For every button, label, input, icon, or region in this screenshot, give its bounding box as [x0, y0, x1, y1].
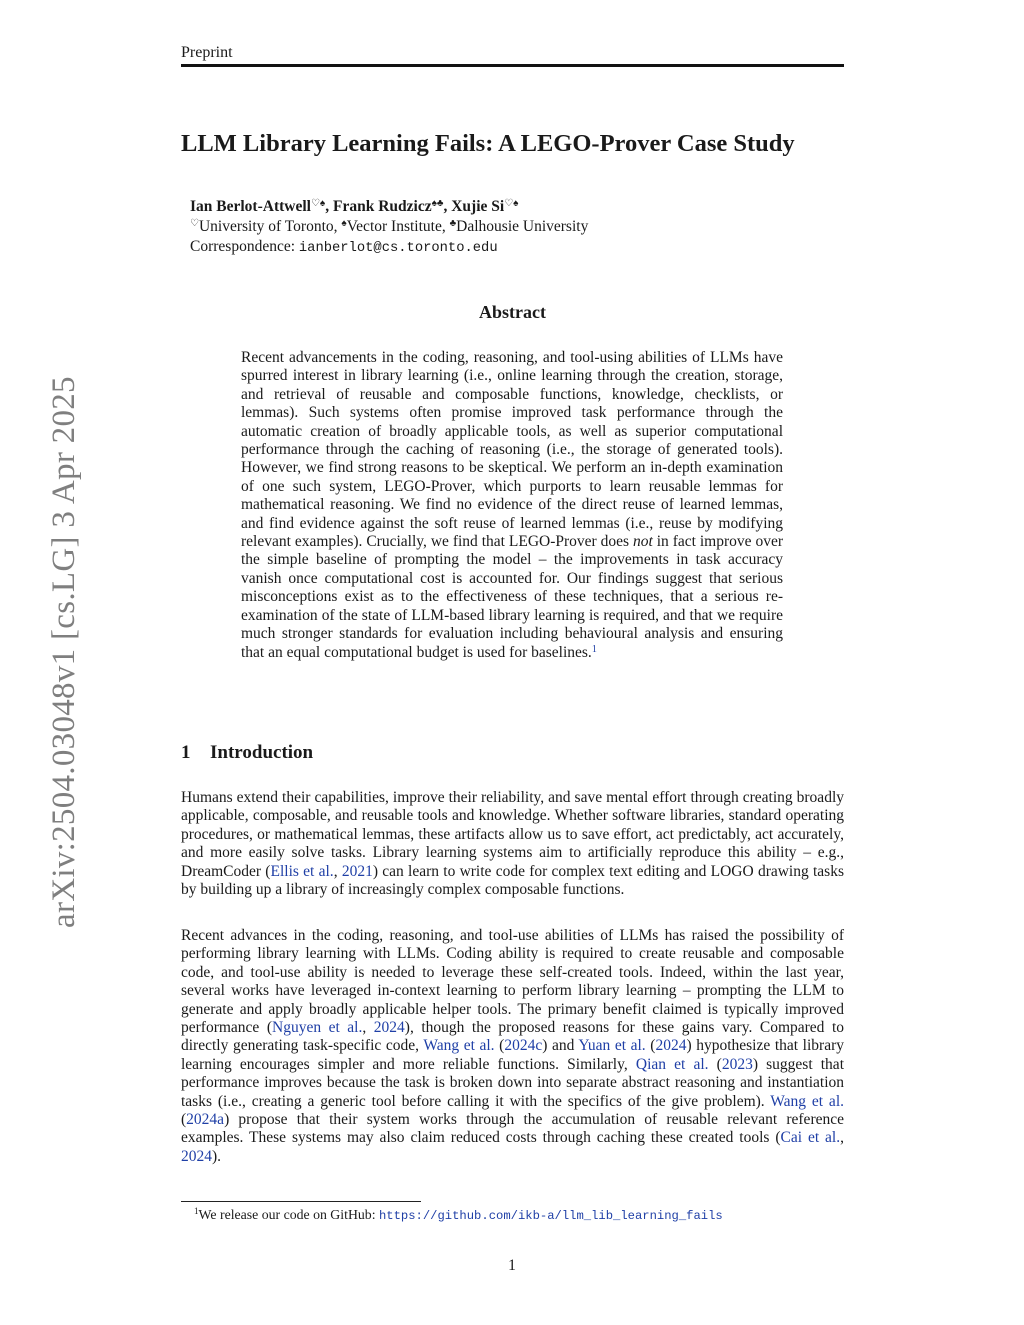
body-text: ). — [212, 1147, 222, 1165]
affiliations: ♡University of Toronto, ♠Vector Institute, ♣Dalhousie University — [190, 218, 589, 235]
footnote-ref-link[interactable]: 1 — [591, 643, 597, 655]
body-text: ( — [494, 1037, 505, 1055]
affiliation-mark: ♡ — [190, 218, 199, 229]
running-head: Preprint — [181, 44, 233, 61]
author-name: Frank Rudzicz — [333, 198, 432, 215]
correspondence-line — [190, 237, 830, 259]
footnote-text: We release our code on GitHub: — [198, 1207, 379, 1222]
body-text: ) propose that their system works through the accumulation of reusable relevant reference examples. These systems may also claim reduced costs through caching these created tools ( — [181, 1111, 844, 1147]
footnote-rule — [181, 1201, 421, 1202]
footnote — [194, 1206, 723, 1223]
citation-link[interactable]: Qian et al. — [635, 1055, 709, 1073]
body-text: ( — [645, 1037, 656, 1055]
abstract-emphasis: not — [632, 533, 653, 551]
correspondence-email[interactable]: ianberlot@cs.toronto.edu — [298, 241, 498, 256]
affiliation-marks: ♠♣ — [431, 198, 444, 209]
correspondence-label: Correspondence: — [190, 238, 299, 255]
affiliation-mark: ♠ — [341, 218, 347, 229]
affiliation-marks: ♡♠ — [310, 198, 326, 209]
body-text: Humans extend their capabilities, improve their reliability, and save mental effort through creating broadly applicable, composable, and reusable tools and knowledge. Whether software libraries, standard operating procedures, or mathematical lemmas, these artifacts allow us to save effort, act predictably, act accurately, and more easily solve tasks. Library learning systems aim to artificially reproduce this ability – e.g., DreamCoder ( — [181, 789, 844, 880]
abstract-text-part-2: in fact improve over the simple baseline of prompting the model – the improvements in task accuracy vanish once computational cost is accounted for. Our findings suggest that serious misconceptions exist as to the effectiveness of these techniques, that a serious re-examination of the state of LLM-based library learning is required, and that we require much stronger standards for evaluation including behavioural analysis and ensuring that an equal computational budget is used for baselines. — [241, 533, 783, 661]
citation-link[interactable]: Wang et al. — [770, 1092, 844, 1110]
body-text: ) can learn to write code for complex text editing and LOGO drawing tasks by building up a library of increasingly complex composable functions. — [181, 862, 845, 899]
abstract-heading: Abstract — [479, 302, 546, 322]
affiliation-name: University of Toronto — [198, 218, 334, 235]
body-text: , — [362, 1019, 374, 1037]
body-text: Recent advances in the coding, reasoning, and tool-use abilities of LLMs has raised the possibility of performing library learning with LLMs. Coding ability is required to create reusable and composable code, and tool-use ability is needed to leverage these self-created tools. Indeed, within the last year, several works have leveraged in-context learning to perform library learning – prompting the LLM to generate and apply broadly applicable helper tools. The primary benefit claimed is typically improved performance ( — [181, 927, 844, 1037]
affiliation-mark: ♣ — [449, 218, 457, 229]
body-text: ) suggest that performance improves because the task is broken down into separate abstract reasoning and instantiation tasks (i.e., creating a generic tool before calling it with the specifics of the give problem). — [181, 1055, 844, 1110]
arxiv-identifier-stamp: arXiv:2504.03048v1 [cs.LG] 3 Apr 2025 — [46, 376, 82, 928]
body-text: ), though the proposed reasons for these gains vary. Compared to directly generating task-specific code, — [181, 1019, 845, 1055]
section-heading — [181, 742, 313, 764]
citation-link[interactable]: 2024c — [504, 1037, 543, 1055]
section-number: 1 — [181, 742, 191, 763]
author-block — [190, 197, 830, 259]
intro-paragraph-2 — [181, 927, 844, 1166]
citation-link[interactable]: 2024 — [655, 1037, 687, 1055]
body-text: , — [333, 862, 342, 880]
header-rule — [181, 64, 844, 67]
abstract-text — [241, 349, 783, 662]
body-text: , — [840, 1129, 844, 1147]
affiliation-name: Dalhousie University — [456, 218, 589, 235]
affiliation-marks: ♡♠ — [504, 198, 519, 209]
author-name: Ian Berlot-Attwell — [190, 198, 311, 215]
code-repo-link[interactable]: https://github.com/ikb-a/llm_lib_learning_fails — [378, 1209, 723, 1223]
author-names: Ian Berlot-Attwell♡♠, Frank Rudzicz♠♣, Xujie Si♡♠ — [190, 198, 519, 215]
citation-link[interactable]: 2024 — [181, 1147, 212, 1165]
citation-link[interactable]: Cai et al. — [780, 1129, 841, 1147]
citation-link[interactable]: 2021 — [341, 862, 373, 880]
paper-title: LLM Library Learning Fails: A LEGO-Prover Case Study — [181, 130, 795, 157]
body-text: ( — [181, 1111, 187, 1129]
body-text: ) hypothesize that library learning encourages simpler and more reliable functions. Similarly, — [181, 1037, 845, 1073]
abstract-text-part-1: Recent advancements in the coding, reasoning, and tool-using abilities of LLMs have spurred interest in library learning (i.e., online learning through the creation, storage, and retrieval of reusable and composable functions, knowledge, checklists, or lemmas). Such systems often promise improved task performance through the automatic creation of broadly applicable tools, as well as superior computational performance through the caching of reasoning (i.e., the storage of generated tools). However, we find strong reasons to be skeptical. We perform an in-depth examination of one such system, LEGO-Prover, which purports to learn reusable lemmas for mathematical reasoning. We find no evidence of the direct reuse of learned lemmas, and find evidence against the soft reuse of learned lemmas (i.e., reuse by modifying relevant examples). Crucially, we find that LEGO-Prover does — [241, 349, 783, 551]
affiliation-name: Vector Institute — [346, 218, 442, 235]
section-title: Introduction — [210, 742, 314, 763]
intro-paragraph-1 — [181, 789, 844, 899]
footnote-mark: 1 — [194, 1206, 199, 1216]
author-name: Xujie Si — [451, 198, 505, 215]
citation-link[interactable]: Nguyen et al. — [272, 1019, 363, 1037]
citation-link[interactable]: 2024 — [373, 1019, 405, 1037]
citation-link[interactable]: 2023 — [721, 1055, 753, 1073]
citation-link[interactable]: Yuan et al. — [578, 1037, 646, 1055]
body-text: ( — [708, 1055, 722, 1073]
body-text: ) and — [542, 1037, 579, 1055]
citation-link[interactable]: Wang et al. — [423, 1037, 495, 1055]
page-number: 1 — [508, 1257, 516, 1274]
citation-link[interactable]: 2024a — [186, 1111, 225, 1129]
citation-link[interactable]: Ellis et al. — [270, 862, 334, 880]
